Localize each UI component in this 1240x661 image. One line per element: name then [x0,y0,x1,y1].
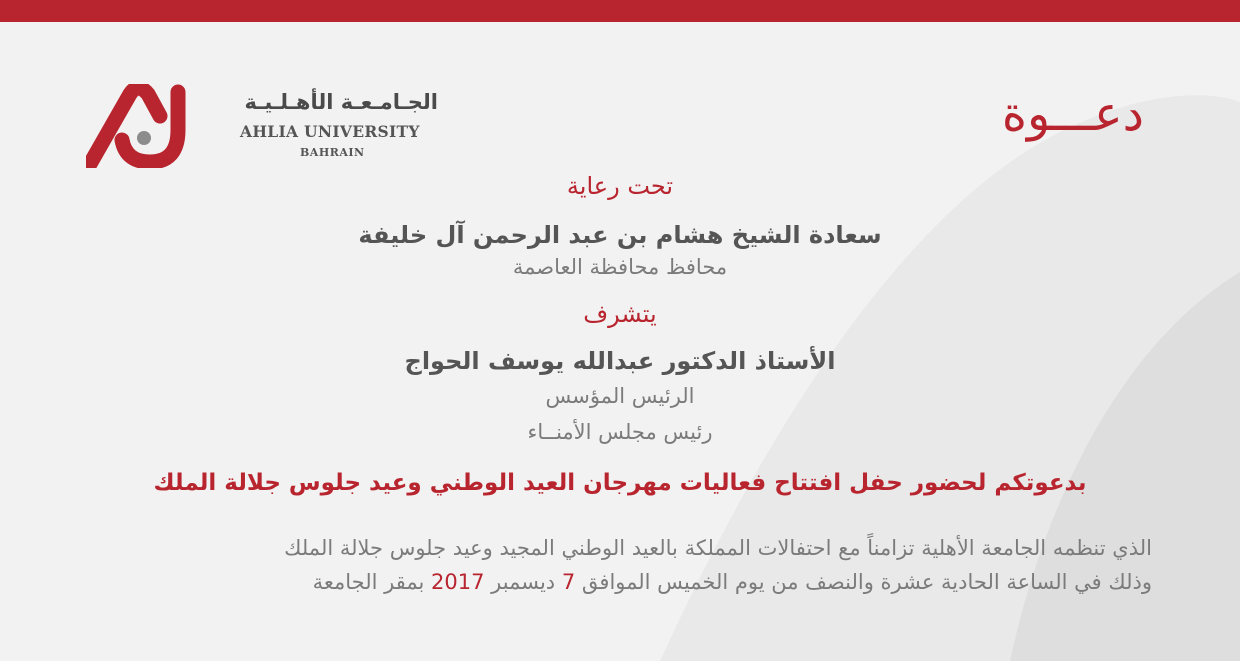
host-role-1: الرئيس المؤسس [545,384,695,408]
line-2-end: بمقر الجامعة [312,570,425,594]
logo-country: BAHRAIN [300,146,365,159]
university-logo [86,84,446,174]
event-day: 7 [561,570,576,594]
logo-arabic-name: الجـامـعـة الأهـلـيـة [244,90,438,114]
host-name: الأستاذ الدكتور عبدالله يوسف الحواج [404,347,836,375]
invitation-headline: بدعوتكم لحضور حفل افتتاح فعاليات مهرجان العيد الوطني وعيد جلوس جلالة الملك [153,470,1087,496]
invitation-line-2 [52,570,1152,594]
line-2-start: وذلك في الساعة الحادية عشرة والنصف من يوم الخميس الموافق [581,570,1152,594]
patronage-label: تحت رعاية [566,172,674,200]
patron-role: محافظ محافظة العاصمة [512,255,728,279]
patron-name: سعادة الشيخ هشام بن عبد الرحمن آل خليفة [358,221,882,249]
invitation-line-1: الذي تنظمه الجامعة الأهلية تزامناً مع احتفالات المملكة بالعيد الوطني المجيد وعيد جلوس جلالة الملك [284,536,1152,560]
invitation-title: دعـــوة [1001,86,1144,142]
host-role-2: رئيس مجلس الأمنــاء [527,420,713,444]
logo-mark-icon [86,84,236,168]
honor-label: يتشرف [583,300,657,328]
logo-english-name: AHLIA UNIVERSITY [240,122,420,141]
event-year: 2017 [431,570,485,594]
event-month: ديسمبر [491,570,556,594]
top-red-bar [0,0,1240,22]
